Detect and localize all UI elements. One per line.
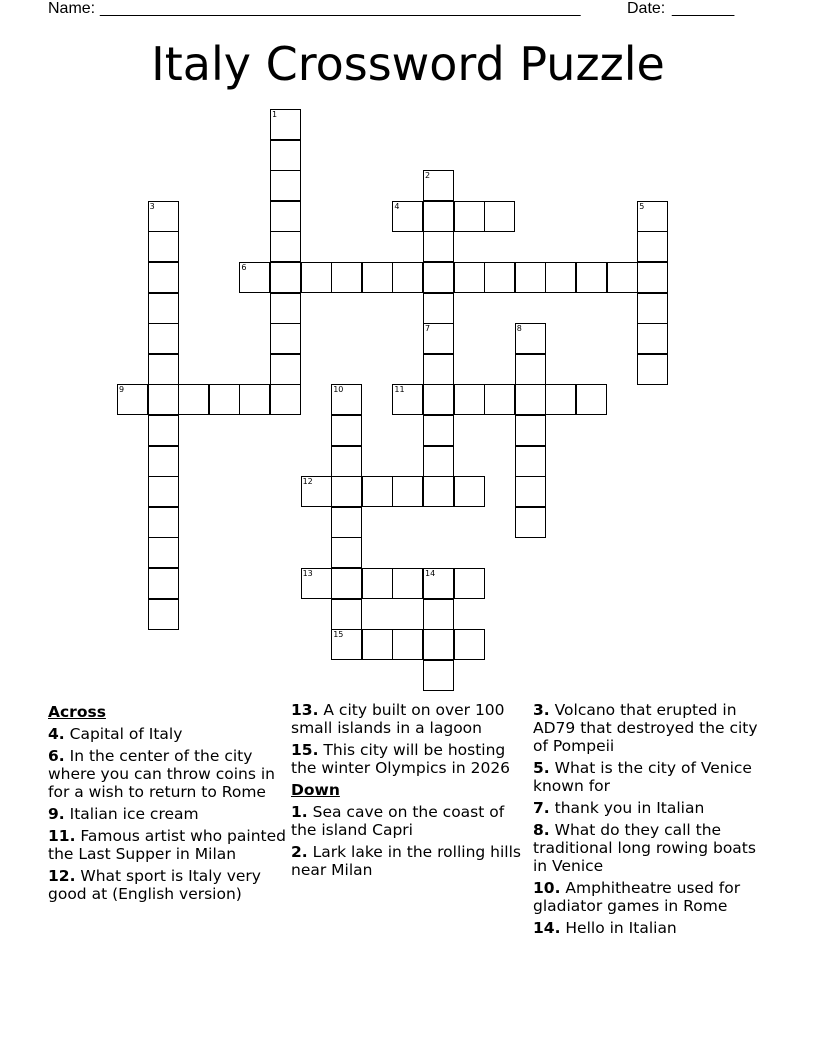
grid-cell[interactable]	[239, 384, 270, 415]
grid-cell[interactable]	[270, 109, 301, 140]
clues-column-1	[48, 701, 286, 907]
grid-cell[interactable]	[484, 201, 515, 232]
grid-cell[interactable]	[392, 568, 423, 599]
grid-cell[interactable]	[301, 476, 332, 507]
clue-item	[533, 821, 771, 875]
grid-cell[interactable]	[423, 568, 454, 599]
clue-number: 15.	[291, 741, 319, 759]
clue-item	[48, 725, 286, 743]
clue-item	[48, 827, 286, 863]
clue-number-label: 12	[302, 477, 313, 487]
clue-number: 12.	[48, 867, 76, 885]
clue-number: 11.	[48, 827, 76, 845]
grid-cell[interactable]	[392, 262, 423, 293]
grid-cell[interactable]	[515, 415, 546, 446]
clue-number-label: 11	[394, 385, 405, 395]
grid-cell[interactable]	[545, 262, 576, 293]
grid-cell[interactable]	[423, 415, 454, 446]
clue-text: Hello in Italian	[565, 919, 677, 937]
clue-number-label: 5	[639, 201, 645, 211]
grid-cell[interactable]	[484, 262, 515, 293]
name-field[interactable]: ______________________________________________________	[100, 0, 581, 17]
grid-cell[interactable]	[362, 629, 393, 660]
clue-number-label: 15	[333, 630, 344, 640]
grid-cell[interactable]	[454, 629, 485, 660]
clue-item	[533, 759, 771, 795]
grid-cell[interactable]	[423, 384, 454, 415]
clue-text: Volcano that erupted in AD79 that destroyed the city of Pompeii	[533, 701, 758, 755]
grid-cell[interactable]	[454, 384, 485, 415]
grid-cell[interactable]	[148, 293, 179, 324]
clue-number: 8.	[533, 821, 550, 839]
grid-cell[interactable]	[270, 323, 301, 354]
page-title: Italy Crossword Puzzle	[151, 37, 665, 91]
clue-item	[291, 701, 529, 737]
grid-cell[interactable]	[423, 446, 454, 477]
clues-column-3	[533, 701, 771, 941]
grid-cell[interactable]	[301, 262, 332, 293]
clue-text: Italian ice cream	[69, 805, 199, 823]
grid-cell[interactable]	[454, 568, 485, 599]
clue-number: 1.	[291, 803, 308, 821]
grid-cell[interactable]	[515, 446, 546, 477]
grid-cell[interactable]	[392, 384, 423, 415]
grid-cell[interactable]	[270, 201, 301, 232]
grid-cell[interactable]	[607, 262, 638, 293]
grid-cell[interactable]	[423, 293, 454, 324]
date-label: Date:	[627, 0, 666, 17]
grid-cell[interactable]	[392, 201, 423, 232]
clue-number-label: 13	[302, 569, 313, 578]
clue-number: 9.	[48, 805, 65, 823]
grid-cell[interactable]	[148, 323, 179, 354]
grid-cell[interactable]	[178, 384, 209, 415]
grid-cell[interactable]	[148, 354, 179, 385]
grid-cell[interactable]	[515, 323, 546, 354]
grid-cell[interactable]	[484, 384, 515, 415]
grid-cell[interactable]	[637, 262, 668, 293]
clue-item	[48, 805, 286, 823]
grid-cell[interactable]	[270, 231, 301, 262]
grid-cell[interactable]	[362, 262, 393, 293]
clue-item	[533, 799, 771, 817]
clue-text: This city will be hosting the winter Olympics in 2026	[291, 741, 511, 777]
clue-text: Famous artist who painted the Last Supper in Milan	[48, 827, 286, 863]
grid-cell[interactable]	[331, 446, 362, 477]
grid-cell[interactable]	[270, 384, 301, 415]
grid-cell[interactable]	[239, 262, 270, 293]
clue-number: 5.	[533, 759, 550, 777]
grid-cell[interactable]	[576, 262, 607, 293]
clue-item	[48, 747, 286, 801]
grid-cell[interactable]	[637, 323, 668, 354]
grid-cell[interactable]	[331, 537, 362, 568]
clue-text: Amphitheatre used for gladiator games in Rome	[533, 879, 741, 915]
grid-cell[interactable]	[515, 384, 546, 415]
grid-cell[interactable]	[209, 384, 240, 415]
clue-number: 3.	[533, 701, 550, 719]
clue-number-label: 7	[425, 324, 431, 334]
clue-item	[291, 803, 529, 839]
grid-cell[interactable]	[637, 293, 668, 324]
grid-cell[interactable]	[148, 537, 179, 568]
grid-cell[interactable]	[148, 568, 179, 599]
clue-section-heading: Across	[48, 703, 106, 721]
grid-cell[interactable]	[148, 262, 179, 293]
grid-cell[interactable]	[423, 629, 454, 660]
grid-cell[interactable]	[423, 231, 454, 262]
clue-number: 6.	[48, 747, 65, 765]
grid-cell[interactable]	[515, 262, 546, 293]
grid-cell[interactable]	[362, 476, 393, 507]
grid-cell[interactable]	[392, 476, 423, 507]
date-field[interactable]: _______	[672, 0, 735, 17]
clue-item	[533, 919, 771, 937]
grid-cell[interactable]	[515, 476, 546, 507]
clue-item	[291, 843, 529, 879]
clue-text: A city built on over 100 small islands in a lagoon	[291, 701, 505, 737]
clue-number-label: 1	[272, 110, 278, 119]
grid-cell[interactable]	[148, 201, 179, 232]
clue-number: 4.	[48, 725, 65, 743]
grid-cell[interactable]	[270, 140, 301, 171]
clue-item	[533, 879, 771, 915]
grid-cell[interactable]	[454, 201, 485, 232]
grid-cell[interactable]	[637, 201, 668, 232]
clue-number: 14.	[533, 919, 561, 937]
grid-cell[interactable]	[148, 446, 179, 477]
clue-text: What is the city of Venice known for	[533, 759, 752, 795]
grid-cell[interactable]	[148, 384, 179, 415]
grid-cell[interactable]	[454, 262, 485, 293]
clue-number-label: 3	[149, 201, 155, 211]
clue-text: thank you in Italian	[554, 799, 705, 817]
grid-cell[interactable]	[423, 201, 454, 232]
grid-cell[interactable]	[454, 476, 485, 507]
clue-section-heading: Down	[291, 781, 340, 799]
grid-cell[interactable]	[637, 354, 668, 385]
grid-cell[interactable]	[392, 629, 423, 660]
grid-cell[interactable]	[148, 476, 179, 507]
clue-text: Capital of Italy	[69, 725, 183, 743]
clue-text: Lark lake in the rolling hills near Milan	[291, 843, 521, 879]
grid-cell[interactable]	[515, 507, 546, 538]
grid-cell[interactable]	[331, 476, 362, 507]
clue-text: In the center of the city where you can throw coins in for a wish to return to Rome	[48, 747, 275, 801]
clue-text: Sea cave on the coast of the island Capri	[291, 803, 505, 839]
grid-cell[interactable]	[148, 415, 179, 446]
clue-number-label: 6	[241, 263, 247, 272]
grid-cell[interactable]	[576, 384, 607, 415]
clue-number: 10.	[533, 879, 561, 897]
clue-text: What do they call the traditional long rowing boats in Venice	[533, 821, 756, 875]
grid-cell[interactable]	[331, 262, 362, 293]
grid-cell[interactable]	[423, 323, 454, 354]
clue-text: What sport is Italy very good at (English version)	[48, 867, 261, 903]
grid-cell[interactable]	[423, 660, 454, 691]
clue-number: 2.	[291, 843, 308, 861]
grid-cell[interactable]	[423, 476, 454, 507]
grid-cell[interactable]	[331, 568, 362, 599]
grid-cell[interactable]	[270, 354, 301, 385]
clues-column-2	[291, 701, 529, 883]
clue-item	[533, 701, 771, 755]
grid-cell[interactable]	[331, 415, 362, 446]
clue-number-label: 10	[333, 385, 344, 395]
clue-number-label: 4	[394, 201, 400, 211]
grid-cell[interactable]	[331, 629, 362, 660]
clue-item	[291, 741, 529, 777]
grid-cell[interactable]	[117, 384, 148, 415]
grid-cell[interactable]	[545, 384, 576, 415]
grid-cell[interactable]	[331, 507, 362, 538]
clue-number: 13.	[291, 701, 319, 719]
grid-cell[interactable]	[270, 293, 301, 324]
clue-item	[48, 867, 286, 903]
grid-cell[interactable]	[301, 568, 332, 599]
grid-cell[interactable]	[423, 262, 454, 293]
grid-cell[interactable]	[148, 231, 179, 262]
grid-cell[interactable]	[515, 354, 546, 385]
grid-cell[interactable]	[362, 568, 393, 599]
grid-cell[interactable]	[331, 599, 362, 630]
grid-cell[interactable]	[423, 170, 454, 201]
grid-cell[interactable]	[331, 384, 362, 415]
grid-cell[interactable]	[270, 170, 301, 201]
grid-cell[interactable]	[148, 599, 179, 630]
grid-cell[interactable]	[423, 599, 454, 630]
grid-cell[interactable]	[148, 507, 179, 538]
clue-number: 7.	[533, 799, 550, 817]
clue-number-label: 2	[425, 171, 431, 181]
clue-number-label: 8	[516, 324, 522, 334]
grid-cell[interactable]	[637, 231, 668, 262]
name-label: Name:	[48, 0, 96, 17]
clue-number-label: 9	[119, 385, 125, 395]
grid-cell[interactable]	[270, 262, 301, 293]
grid-cell[interactable]	[423, 354, 454, 385]
clue-number-label: 14	[425, 569, 436, 578]
